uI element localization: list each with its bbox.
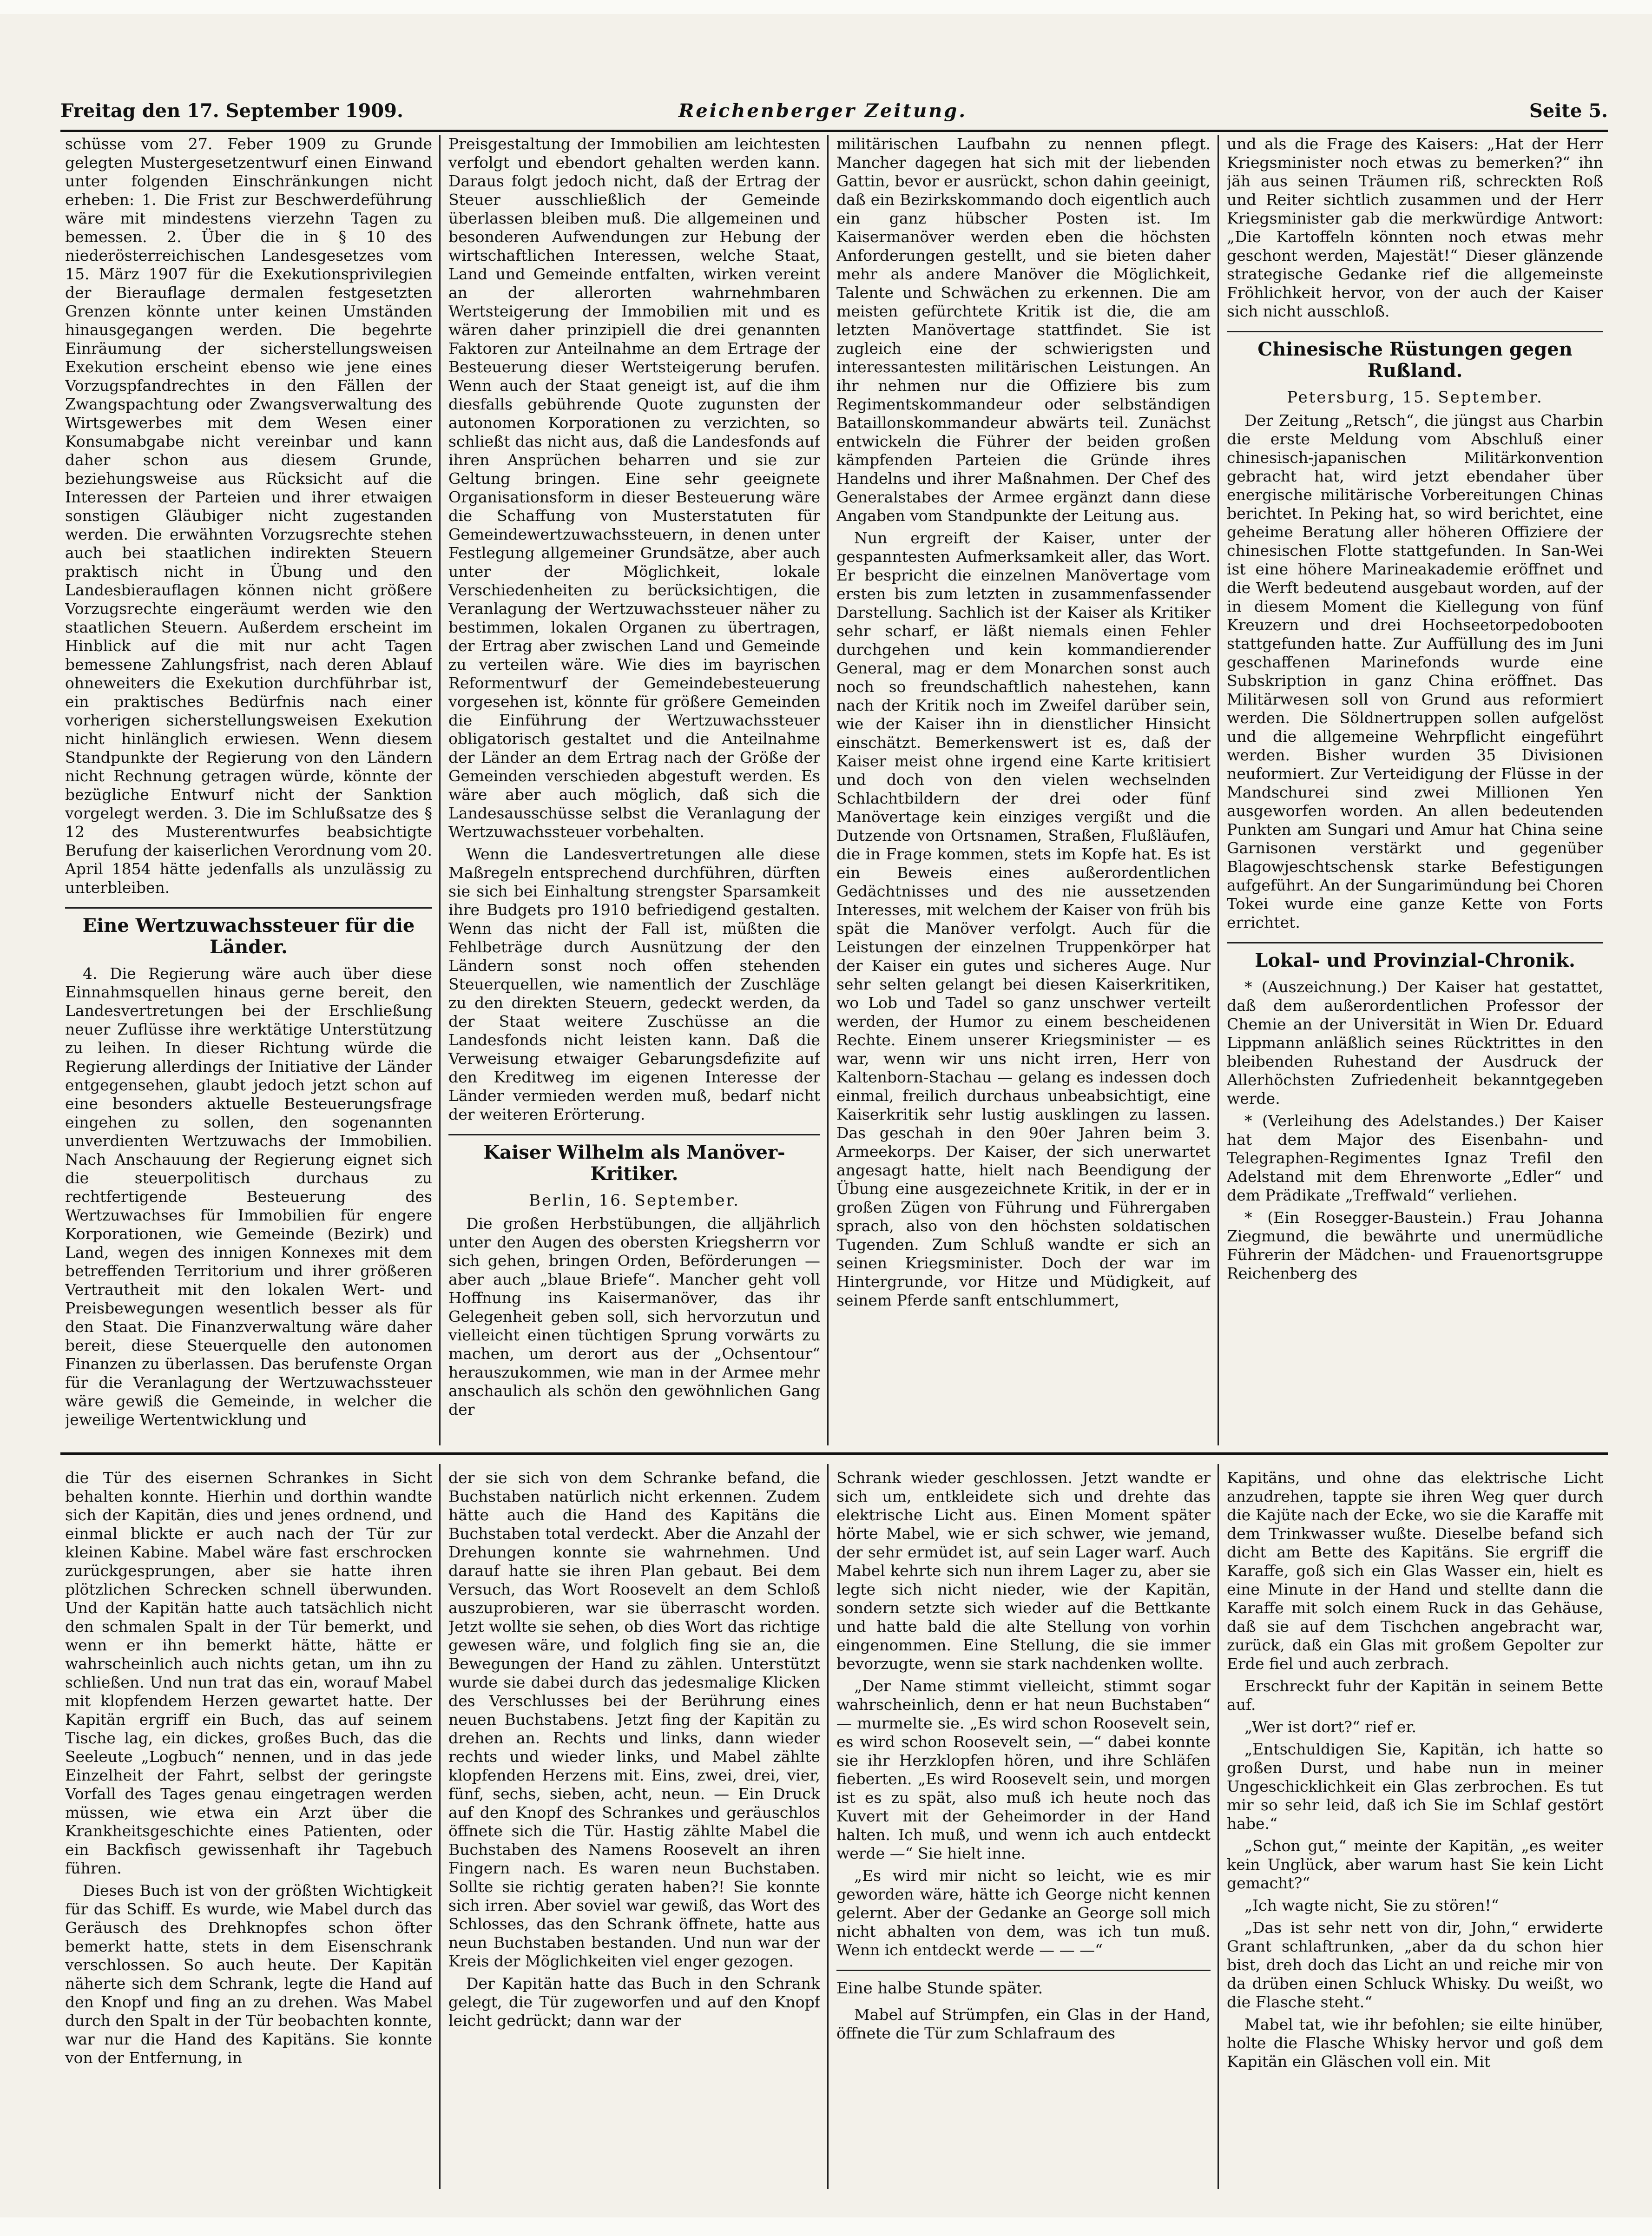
story-paragraph: Erschreckt fuhr der Kapitän in seinem Bette auf.: [1227, 1677, 1603, 1714]
column-rule: [1218, 1464, 1219, 2189]
article-heading: Chinesische Rüstungen gegen Rußland.: [1227, 331, 1603, 382]
upper-column-2: [448, 135, 820, 1445]
article-paragraph: Preisgestaltung der Immobilien am leichtesten verfolgt und ebendort gehalten werden kann. Daraus folgt jedoch nicht, daß der Ertrag der Steuer ausschließlich der Gemeinde überlassen bleiben muß. Die allgemeinen und besonderen Aufwendungen zur Hebung der wirtschaftlichen Interessen, welche Staat, Land und Gemeinde entfalten, wirken vereint an der allerorten wahrnehmbaren Wertsteigerung der Immobilien mit und es wären daher prinzipiell die drei genannten Faktoren zur Anteilnahme an dem Ertrage der Besteuerung dieser Wertsteigerung berufen. Wenn auch der Staat geneigt ist, auf die ihm diesfalls gebührende Quote zugunsten der autonomen Korporationen zu verzichten, so schließt das nicht aus, daß die Landesfonds auf ihren Ansprüchen beharren und sie zur Geltung bringen. Eine sehr geeignete Organisationsform in dieser Besteuerung wäre die Schaffung von Musterstatuten für Gemeindewertzuwachssteuern, in denen unter Festlegung allgemeiner Grundsätze, aber auch unter der Möglichkeit, lokale Verschiedenheiten zu berücksichtigen, die Veranlagung der Wertzuwachssteuer näher zu bestimmen, lokalen Organen zu übertragen, der Ertrag aber zwischen Land und Gemeinde zu verteilen wäre. Wie dies im bayrischen Reformentwurf der Gemeindebesteuerung vorgesehen ist, könnte für größere Gemeinden die Einführung der Wertzuwachssteuer obligatorisch gestaltet und die Anteilnahme der Länder an dem Ertrag nach der Größe der Gemeinden verschieden abgestuft werden. Es wäre aber auch möglich, daß sich die Landesausschüsse selbst die Veranlagung der Wertzuwachssteuer vorbehalten.: [448, 135, 820, 841]
story-paragraph: „Entschuldigen Sie, Kapitän, ich hatte so großen Durst, und habe nun in meiner Ungeschicklichkeit ein Glas zerbrochen. Es tut mir so sehr leid, daß ich Sie im Schlaf gestört habe.“: [1227, 1740, 1603, 1833]
article-heading: Kaiser Wilhelm als Manöver-Kritiker.: [448, 1134, 820, 1185]
column-rule: [439, 1464, 441, 2189]
column-rule: [827, 1464, 829, 2189]
scan-top-margin: [0, 0, 1652, 14]
news-item: * (Verleihung des Adelstandes.) Der Kaiser hat dem Major des Eisenbahn- und Telegraphen-Regimentes Ignaz Trefil den Adelstand mit dem Ehrenworte „Edler“ und dem Prädikate „Treffwald“ verliehen.: [1227, 1112, 1603, 1204]
article-dateline: Petersburg, 15. September.: [1287, 388, 1543, 407]
column-rule: [1218, 135, 1219, 1445]
masthead-date: Freitag den 17. September 1909.: [60, 100, 403, 122]
story-paragraph: „Der Name stimmt vielleicht, stimmt sogar wahrscheinlich, denn er hat neun Buchstaben“ — murmelte sie. „Es wird schon Roosevelt sein, es wird schon Roosevelt sein, —“ dabei konnte sie ihr Herzklopfen hören, und ihre Schläfen fieberten. „Es wird Roosevelt sein, und morgen ist es zu spät, also muß ich heute noch das Kuvert mit der Geheimorder in der Hand halten. Ich muß, und wenn ich auch entdeckt werde —“ Sie hielt inne.: [836, 1677, 1211, 1862]
upper-column-3: [836, 135, 1211, 1445]
column-rule: [439, 135, 441, 1445]
scan-bottom-margin: [0, 2217, 1652, 2236]
story-paragraph: „Es wird mir nicht so leicht, wie es mir geworden wäre, hätte ich George nicht kennen gelernt. Aber der Gedanke an George soll mich nicht abhalten von dem, was ich tun muß. Wenn ich entdeckt werde — — —“: [836, 1867, 1211, 1959]
article-dateline: Berlin, 16. September.: [529, 1191, 740, 1210]
article-paragraph: 4. Die Regierung wäre auch über diese Einnahmsquellen hinaus gerne bereit, den Landesvertretungen bei der Erschließung neuer Zuflüsse ihre werktätige Unterstützung zu leihen. In dieser Richtung würde die Regierung allerdings der Initiative der Länder entgegensehen, glaubt jedoch jetzt schon auf eine besonders aktuelle Besteuerungsfrage eingehen zu sollen, den sogenannten unverdienten Wertzuwachs der Immobilien. Nach Anschauung der Regierung eignet sich die steuerpolitisch durchaus zu rechtfertigende Besteuerung des Wertzuwachses für Immobilien für engere Korporationen, wie Gemeinde (Bezirk) und Land, wegen des innigen Konnexes mit dem betreffenden Territorium und ihrer größeren Vertrautheit mit den lokalen Wert- und Preisbewegungen wesentlich besser als für den Staat. Die Finanzverwaltung wäre daher bereit, diese Steuerquelle den autonomen Finanzen zu überlassen. Das berufenste Organ für die Veranlagung der Wertzuwachssteuer wäre gewiß die Gemeinde, in welcher die jeweilige Wertentwicklung und: [65, 964, 432, 1429]
article-paragraph: Die großen Herbstübungen, die alljährlich unter den Augen des obersten Kriegsherrn vor sich gehen, bringen Orden, Beförderungen — aber auch „blaue Briefe“. Mancher geht voll Hoffnung ins Kaisermanöver, das ihr Gelegenheit geben soll, sich hervorzutun und vielleicht einen tüchtigen Sprung vorwärts zu machen, um derort aus der „Ochsentour“ herauszukommen, wie man in der Armee mehr anschaulich als schön den gewöhnlichen Gang der: [448, 1214, 820, 1418]
article-paragraph: Wenn die Landesvertretungen alle diese Maßregeln entsprechend durchführen, dürften sie sich bei Einhaltung strengster Sparsamkeit ihre Budgets pro 1910 befriedigend gestalten. Wenn das nicht der Fall ist, müßten die Fehlbeträge durch Ausnützung der den Ländern sonst noch offen stehenden Steuerquellen, wie namentlich der Zuschläge zu den direkten Steuern, gedeckt werden, da der Staat weitere Zuschüsse an die Landesfonds nicht leisten kann. Daß die Verweisung etwaiger Gebarungsdefizite auf den Kreditweg im eigenen Interesse der Länder vermieden werden muß, bedarf nicht der weiteren Erörterung.: [448, 845, 820, 1123]
article-paragraph: Der Zeitung „Retsch“, die jüngst aus Charbin die erste Meldung vom Abschluß einer chinesisch-japanischen Militärkonvention gebracht hat, wird jetzt ebendaher über energische militärische Vorbereitungen Chinas berichtet. In Peking hat, so wird berichtet, eine geheime Beratung aller höheren Offiziere der chinesischen Flotte stattgefunden. In San-Wei ist eine höhere Marineakademie eröffnet und die Werft bedeutend ausgebaut worden, auf der in diesem Moment die Kiellegung von fünf Kreuzern und drei Hochseetorpedobooten stattgefunden hatte. Zur Auffüllung des im Juni geschaffenen Marinefonds wurde eine Subskription in ganz China eröffnet. Das Militärwesen soll von Grund aus reformiert werden. Die Söldnertruppen sollen aufgelöst und die allgemeine Wehrpflicht eingeführt werden. Bisher wurden 35 Divisionen neuformiert. Zur Verteidigung der Flüsse in der Mandschurei sind zwei Millionen Yen ausgeworfen worden. An allen bedeutenden Punkten am Sungari und Amur hat China seine Garnisonen verstärkt und gegenüber Blagowjeschtschensk starke Befestigungen aufgeführt. An der Sungarimündung bei Choren Tokei wurde eine ganze Kette von Forts errichtet.: [1227, 411, 1603, 931]
article-paragraph: und als die Frage des Kaisers: „Hat der Herr Kriegsminister noch etwas zu bemerken?“ ihn jäh aus seinen Träumen riß, schreckten Roß und Reiter sichtlich zusammen und der Herr Kriegsminister gab die merkwürdige Antwort: „Die Kartoffeln könnten noch etwas mehr geschont werden, Majestät!“ Dieser glänzende strategische Gedanke rief die allgemeinste Fröhlichkeit hervor, von der auch der Kaiser sich nicht ausschloß.: [1227, 135, 1603, 320]
news-item: * (Ein Rosegger-Baustein.) Frau Johanna Ziegmund, die bewährte und unermüdliche Führerin der Mädchen- und Frauenortsgruppe Reichenberg des: [1227, 1208, 1603, 1282]
article-paragraph: militärischen Laufbahn zu nennen pflegt. Mancher dagegen hat sich mit der liebenden Gattin, bevor er ausrückt, schon dahin geeinigt, daß ein Bezirkskommando doch eigentlich auch ein ganz hübscher Posten ist. Im Kaisermanöver werden eben die höchsten Anforderungen gestellt, und sie bieten daher mehr als andere Manöver die Möglichkeit, Talente und Schwächen zu erkennen. Die am meisten gefürchtete Kritik ist die, die am letzten Manövertage stattfindet. Sie ist zugleich eine der schwierigsten und interessantesten militärischen Leistungen. An ihr nehmen nur die Offiziere bis zum Regimentskommandeur oder selbständigen Bataillonskommandeur abwärts teil. Zunächst entwickeln die Führer der beiden großen kämpfenden Parteien die Gründe ihres Handelns und ihrer Maßnahmen. Der Chef des Generalstabes der Armee ergänzt dann diese Angaben vom Standpunkte der Leitung aus.: [836, 135, 1211, 525]
upper-column-1: [65, 135, 432, 1445]
story-paragraph: „Wer ist dort?“ rief er.: [1244, 1718, 1416, 1736]
scene-break: Eine halbe Stunde später.: [836, 1970, 1211, 1999]
lower-column-3: [836, 1469, 1211, 2189]
lower-column-4: [1227, 1469, 1603, 2189]
story-paragraph: der sie sich von dem Schranke befand, die Buchstaben natürlich nicht erkennen. Zudem hätte auch die Hand des Kapitäns die Buchstaben total verdeckt. Aber die Anzahl der Drehungen konnte sie wahrnehmen. Und darauf hatte sie ihren Plan gebaut. Bei dem Versuch, das Wort Roosevelt an dem Schloß auszuprobieren, war sie überrascht worden. Jetzt wollte sie sehen, ob dies Wort das richtige gewesen wäre, und folglich fing sie an, die Bewegungen der Hand zu zählen. Unterstützt wurde sie dabei durch das jedesmalige Klicken des Verschlusses bei der Berührung eines neuen Buchstabens. Jetzt fing der Kapitän zu drehen an. Rechts und links, dann wieder rechts und wieder links, und Mabel zählte klopfenden Herzens mit. Eins, zwei, drei, vier, fünf, sechs, sieben, acht, neun. — Ein Druck auf den Knopf des Schrankes und geräuschlos öffnete sich die Tür. Hastig zählte Mabel die Buchstaben des Namens Roosevelt an ihren Fingern nach. Es waren neun Buchstaben. Sollte sie richtig geraten haben?! Sie konnte sich irren. Aber soviel war gewiß, das Wort des Schlosses, das den Schrank öffnete, hatte aus neun Buchstaben bestanden. Und nun war der Kreis der Möglichkeiten viel enger gezogen.: [448, 1469, 820, 1970]
story-paragraph: „Das ist sehr nett von dir, John,“ erwiderte Grant schlaftrunken, „aber da du schon hier bist, dreh doch das Licht an und reiche mir von da drüben einen Schluck Whisky. Du weißt, wo die Flasche steht.“: [1227, 1919, 1603, 2011]
masthead: [60, 91, 1608, 132]
masthead-title: Reichenberger Zeitung.: [678, 100, 968, 122]
column-rule: [827, 135, 829, 1445]
page-number: Seite 5.: [1529, 100, 1608, 122]
story-paragraph: Mabel auf Strümpfen, ein Glas in der Hand, öffnete die Tür zum Schlafraum des: [836, 2005, 1211, 2042]
feuilleton-divider: [60, 1452, 1608, 1455]
story-paragraph: „Schon gut,“ meinte der Kapitän, „es weiter kein Unglück, aber warum hast Sie kein Licht gemacht?“: [1227, 1837, 1603, 1892]
article-paragraph: Nun ergreift der Kaiser, unter der gespanntesten Aufmerksamkeit aller, das Wort. Er bespricht die einzelnen Manövertage vom ersten bis zum letzten in zusammenfassender Darstellung. Sachlich ist der Kaiser als Kritiker sehr scharf, er läßt niemals einen Fehler durchgehen und kein kommandierender General, mag er dem Monarchen sonst auch noch so freundschaftlich nahestehen, kann nach der Kritik noch im Zweifel darüber sein, wie der Kaiser ihn in dienstlicher Hinsicht einschätzt. Bemerkenswert ist es, daß der Kaiser meist ohne irgend eine Karte kritisiert und doch von den vielen wechselnden Schlachtbildern der drei oder fünf Manövertage kein einziges vergißt und die Dutzende von Ortsnamen, Straßen, Flußläufen, die in Frage kommen, stets im Kopfe hat. Es ist ein Beweis eines außerordentlichen Gedächtnisses und des nie aussetzenden Interesses, mit welchem der Kaiser von früh bis spät die Manöver verfolgt. Auch für die Leistungen der einzelnen Truppenkörper hat der Kaiser ein gutes und sicheres Auge. Nur sehr selten gelangt bei diesen Kaiserkritiken, wo Lob und Tadel so ganz unschwer verteilt werden, der Humor zu einem bescheidenen Rechte. Einem unserer Kriegsminister — es war, wenn wir uns nicht irren, Herr von Kaltenborn-Stachau — gelang es indessen doch einmal, freilich durchaus unbeabsichtigt, eine Kaiserkritik sehr lustig ausklingen zu lassen. Das geschah in den 90er Jahren beim 3. Armeekorps. Der Kaiser, der sich unerwartet angesagt hatte, hielt nach Beendigung der Übung eine ausgezeichnete Kritik, in der er in großen Zügen von Führung und Führergaben sprach, also von den höchsten soldatischen Tugenden. Zum Schluß wandte er sich an seinen Kriegsminister. Doch der war im Hintergrunde, vor Hitze und Müdigkeit, auf seinem Pferde sanft entschlummert,: [836, 529, 1211, 1309]
article-heading: Eine Wertzuwachssteuer für die Länder.: [65, 907, 432, 958]
story-paragraph: die Tür des eisernen Schrankes in Sicht behalten konnte. Hierhin und dorthin wandte sich der Kapitän, dies und jenes ordnend, und einmal blickte er auch nach der Tür zur kleinen Kabine. Mabel wäre fast erschrocken zurückgesprungen, aber sie hatte ihren plötzlichen Schrecken schnell überwunden. Und der Kapitän hatte auch tatsächlich nicht den schmalen Spalt in der Tür bemerkt, und wenn er ihn bemerkt hätte, hätte er wahrscheinlich auch nichts getan, um ihn zu schließen. Und nun trat das ein, worauf Mabel mit klopfendem Herzen gewartet hatte. Der Kapitän ergriff ein Buch, das auf seinem Tische lag, ein dickes, großes Buch, das die Seeleute „Logbuch“ nennen, und in das jede Einzelheit der Fahrt, selbst der geringste Vorfall des Tages genau eingetragen werden müssen, wie etwa ein Arzt über die Krankheitsgeschichte eines Patienten, oder ein Backfisch gewissenhaft ihr Tagebuch führen.: [65, 1469, 432, 1877]
story-paragraph: Schrank wieder geschlossen. Jetzt wandte er sich um, entkleidete sich und drehte das elektrische Licht aus. Einen Moment später hörte Mabel, wie er sich schwer, wie jemand, der sehr ermüdet ist, auf sein Lager warf. Auch Mabel kehrte sich nun ihrem Lager zu, aber sie legte sich nicht nieder, wie der Kapitän, sondern setzte sich wieder auf die Bettkante und hatte bald die alte Stellung von vorhin eingenommen. Eine Stellung, die sie immer bevorzugte, wenn sie stark nachdenken wollte.: [836, 1469, 1211, 1673]
upper-column-4: [1227, 135, 1603, 1445]
story-paragraph: Kapitäns, und ohne das elektrische Licht anzudrehen, tappte sie ihren Weg quer durch die Kajüte nach der Ecke, wo sie die Karaffe mit dem Trinkwasser wußte. Dieselbe befand sich dicht am Bette des Kapitäns. Sie ergriff die Karaffe, goß sich ein Glas Wasser ein, hielt es eine Minute in der Hand und stellte dann die Karaffe mit solch einem Ruck in das Gehäuse, daß sie auf dem Tischchen angebracht war, zurück, daß ein Glas mit großem Gepolter zur Erde fiel und auch zerbrach.: [1227, 1469, 1603, 1673]
section-heading: Lokal- und Provinzial-Chronik.: [1227, 942, 1603, 971]
story-paragraph: „Ich wagte nicht, Sie zu stören!“: [1244, 1896, 1499, 1914]
lower-column-1: [65, 1469, 432, 2189]
news-item: * (Auszeichnung.) Der Kaiser hat gestattet, daß dem außerordentlichen Professor der Chemie an der Universität in Wien Dr. Eduard Lippmann anläßlich seines Rücktrittes in den bleibenden Ruhestand der Ausdruck der Allerhöchsten Zufriedenheit bekanntgegeben werde.: [1227, 978, 1603, 1108]
story-paragraph: Der Kapitän hatte das Buch in den Schrank gelegt, die Tür zugeworfen und auf den Knopf leicht gedrückt; dann war der: [448, 1974, 820, 2030]
article-paragraph: schüsse vom 27. Feber 1909 zu Grunde gelegten Mustergesetzentwurf einen Einwand unter folgenden Einschränkungen nicht erheben: 1. Die Frist zur Beschwerdeführung wäre mit mindestens vierzehn Tagen zu bemessen. 2. Über die in § 10 des niederösterreichischen Landesgesetzes vom 15. März 1907 für die Exekutionsprivilegien der Bierauflage dermalen festgesetzten Grenzen könnte unter keinen Umständen hinausgegangen werden. Die begehrte Einräumung der sicherstellungsweisen Exekution erscheint ebenso wie jene eines Vorzugspfandrechtes in den Fällen der Zwangspachtung oder Zwangsverwaltung des Wirtsgewerbes mit dem Wesen einer Konsumabgabe nicht vereinbar und kann daher schon aus diesem Grunde, beziehungsweise aus Rücksicht auf die Interessen der Parteien und ihrer etwaigen sonstigen Gläubiger nicht zugestanden werden. Die erwähnten Vorzugsrechte stehen auch bei staatlichen indirekten Steuern praktisch nicht in Übung und den Landesbierauflagen können nicht größere Vorzugsrechte eingeräumt werden wie den staatlichen Steuern. Außerdem erscheint im Hinblick auf die mit nur acht Tagen bemessene Zahlungsfrist, nach deren Ablauf ohneweiters die Exekution durchführbar ist, ein praktisches Bedürfnis nach einer vorherigen sicherstellungsweisen Exekution nicht hinlänglich erwiesen. Wenn diesem Standpunkte der Regierung von den Ländern nicht Rechnung getragen würde, könnte der bezügliche Entwurf nicht der Sanktion vorgelegt werden. 3. Die im Schlußsatze des § 12 des Musterentwurfes beabsichtigte Berufung der kaiserlichen Verordnung vom 20. April 1854 hätte jedenfalls als unzulässig zu unterbleiben.: [65, 135, 432, 897]
lower-column-2: [448, 1469, 820, 2189]
story-paragraph: Mabel tat, wie ihr befohlen; sie eilte hinüber, holte die Flasche Whisky hervor und goß dem Kapitän ein Gläschen voll ein. Mit: [1227, 2015, 1603, 2071]
story-paragraph: Dieses Buch ist von der größten Wichtigkeit für das Schiff. Es wurde, wie Mabel durch das Geräusch des Drehknopfes schon öfter bemerkt hatte, stets in dem Eisenschrank verschlossen. So auch heute. Der Kapitän näherte sich dem Schrank, legte die Hand auf den Knopf und fing an zu drehen. Was Mabel durch den Spalt in der Tür beobachten konnte, war nur die Hand des Kapitäns. Sie konnte von der Entfernung, in: [65, 1881, 432, 2067]
